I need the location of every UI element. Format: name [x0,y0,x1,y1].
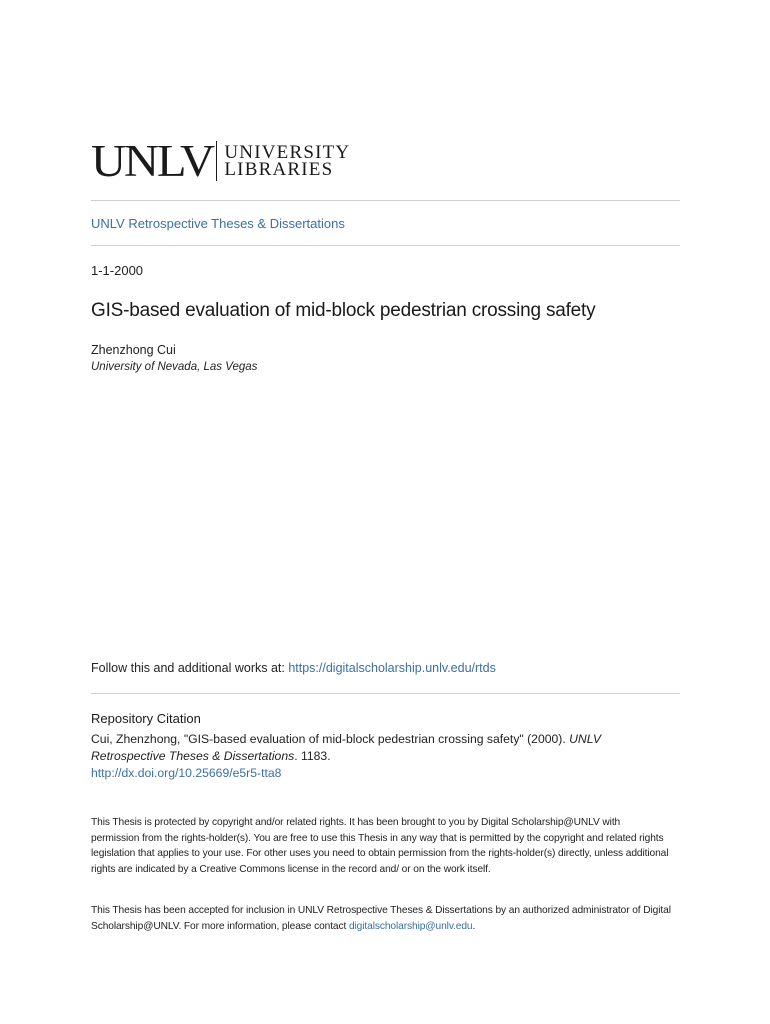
repository-citation [91,731,651,782]
citation-doi-link[interactable]: http://dx.doi.org/10.25669/e5r5-tta8 [91,766,282,780]
follow-url-link[interactable]: https://digitalscholarship.unlv.edu/rtds [288,661,496,675]
citation-number: . 1183. [294,749,331,763]
follow-line [91,661,496,675]
logo-line-university: UNIVERSITY [224,142,351,163]
author-name: Zhenzhong Cui [91,343,176,357]
citation-text: Cui, Zhenzhong, "GIS-based evaluation of mid-block pedestrian crossing safety" (2000). [91,732,570,746]
citation-journal: UNLV Retrospective Theses & Dissertations [91,732,601,763]
acceptance-end: . [472,920,476,932]
author-institution: University of Nevada, Las Vegas [91,361,258,373]
acceptance-text: This Thesis has been accepted for inclusion in UNLV Retrospective Theses & Dissertations by an authorized administrator of Digital Scholarship@UNLV. For more information, please contact [91,905,671,932]
logo-divider [216,141,218,181]
thesis-title: GIS-based evaluation of mid-block pedestrian crossing safety [91,300,596,321]
publication-date: 1-1-2000 [91,263,144,278]
divider-series [91,245,680,246]
logo-unlv-text: UNLV [91,136,213,186]
rights-statement: This Thesis is protected by copyright and/or related rights. It has been brought to you by Digital Scholarship@UNLV with permission from the rights-holder(s). You are free to use this Thesis in any way that is permitted by the copyright and related rights legislation that applies to your use. For other uses you need to obtain permission from the rights-holder(s) directly, unless additional rights are indicated by a Creative Commons license in the record and/ or on the work itself. [91,817,669,875]
logo-line-libraries: LIBRARIES [224,159,334,180]
unlv-libraries-logo [91,136,351,186]
divider-top [91,200,680,201]
follow-text: Follow this and additional works at: [91,661,289,675]
logo-subtitle [224,144,350,178]
acceptance-statement [91,903,671,934]
contact-email-link[interactable]: digitalscholarship@unlv.edu [348,920,473,932]
series-link[interactable]: UNLV Retrospective Theses & Dissertations [91,216,345,231]
divider-citation [91,693,680,694]
repository-citation-heading: Repository Citation [91,711,201,726]
